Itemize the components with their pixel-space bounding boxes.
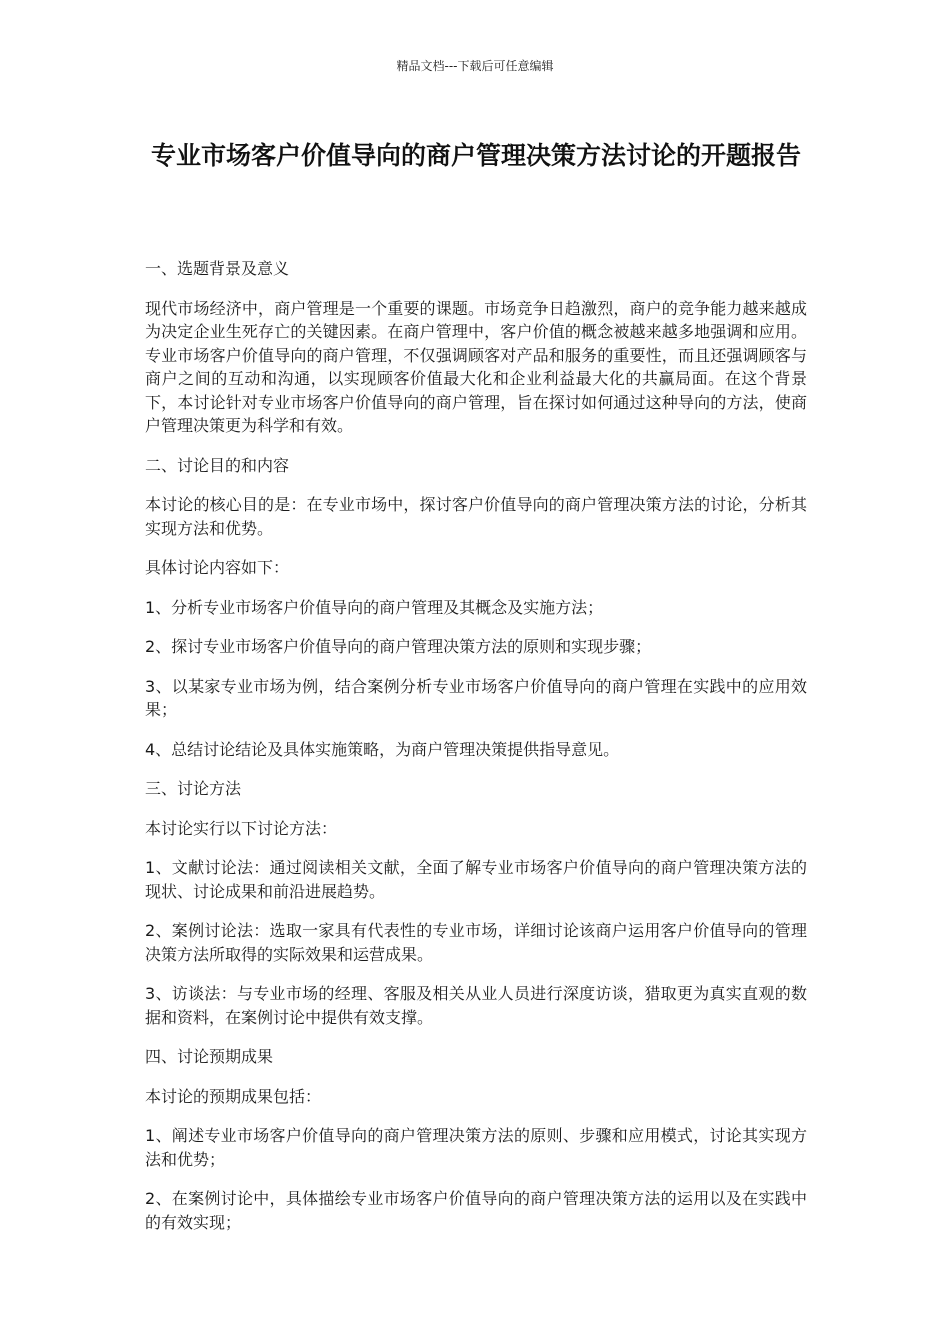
section-heading-purpose: 二、讨论目的和内容 xyxy=(145,455,290,475)
document-body xyxy=(145,257,807,1250)
section-heading-background: 一、选题背景及意义 xyxy=(145,259,290,278)
section-heading-outcomes: 四、讨论预期成果 xyxy=(145,1047,274,1066)
list-item-method-3: 3、访谈法：与专业市场的经理、客服及相关从业人员进行深度访谈，猎取更为真实直观的数据和资料，在案例讨论中提供有效支撑。 xyxy=(145,984,807,1027)
page-header-note: 精品文档---下载后可任意编辑 xyxy=(396,59,554,73)
list-item-outcome-2: 2、在案例讨论中，具体描绘专业市场客户价值导向的商户管理决策方法的运用以及在实践中的有效实现； xyxy=(145,1189,807,1232)
list-item-outcome-1: 1、阐述专业市场客户价值导向的商户管理决策方法的原则、步骤和应用模式，讨论其实现方法和优势； xyxy=(145,1126,807,1169)
paragraph-outcomes-intro: 本讨论的预期成果包括： xyxy=(145,1086,322,1106)
list-item-content-4: 4、总结讨论结论及具体实施策略，为商户管理决策提供指导意见。 xyxy=(145,739,620,759)
list-item-content-3: 3、以某家专业市场为例，结合案例分析专业市场客户价值导向的商户管理在实践中的应用效果； xyxy=(145,676,807,719)
list-item-content-1: 1、分析专业市场客户价值导向的商户管理及其概念及实施方法； xyxy=(145,597,604,617)
list-item-method-1: 1、文献讨论法：通过阅读相关文献，全面了解专业市场客户价值导向的商户管理决策方法的现状、讨论成果和前沿进展趋势。 xyxy=(145,858,807,901)
paragraph-background: 现代市场经济中，商户管理是一个重要的课题。市场竞争日趋激烈，商户的竞争能力越来越成为决定企业生死存亡的关键因素。在商户管理中，客户价值的概念被越来越多地强调和应用。专业市场客户价值导向的商户管理，不仅强调顾客对产品和服务的重要性，而且还强调顾客与商户之间的互动和沟通，以实现顾客价值最大化和企业利益最大化的共赢局面。在这个背景下，本讨论针对专业市场客户价值导向的商户管理，旨在探讨如何通过这种导向的方法，使商户管理决策更为科学和有效。 xyxy=(145,298,807,435)
section-heading-methods: 三、讨论方法 xyxy=(145,779,242,798)
document-title: 专业市场客户价值导向的商户管理决策方法讨论的开题报告 xyxy=(150,141,801,170)
list-item-content-2: 2、探讨专业市场客户价值导向的商户管理决策方法的原则和实现步骤； xyxy=(145,637,652,656)
paragraph-purpose: 本讨论的核心目的是：在专业市场中，探讨客户价值导向的商户管理决策方法的讨论，分析其实现方法和优势。 xyxy=(145,495,807,538)
paragraph-content-intro: 具体讨论内容如下： xyxy=(145,558,290,577)
paragraph-methods-intro: 本讨论实行以下讨论方法： xyxy=(145,818,338,838)
list-item-method-2: 2、案例讨论法：选取一家具有代表性的专业市场，详细讨论该商户运用客户价值导向的管理决策方法所取得的实际效果和运营成果。 xyxy=(145,921,807,964)
